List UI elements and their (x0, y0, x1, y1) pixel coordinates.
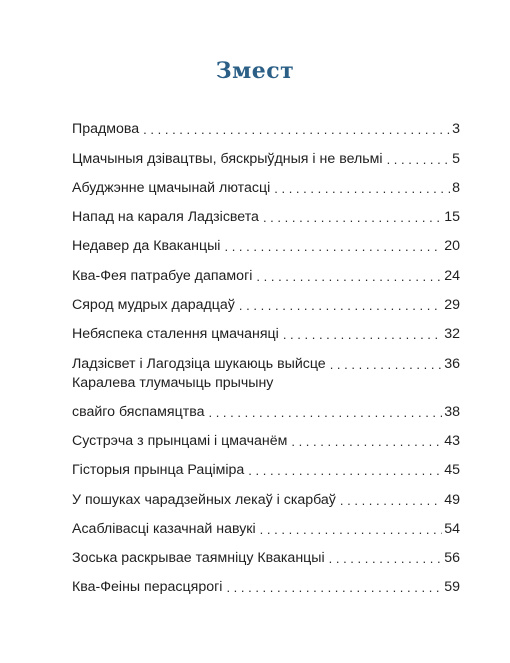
dot-leader (283, 325, 442, 344)
page-title: Змест (215, 58, 295, 84)
toc-entry[interactable] (72, 110, 460, 139)
toc-entry-page: 3 (452, 121, 460, 138)
dot-leader (260, 520, 443, 539)
toc-entry-title: Прадмова (72, 121, 140, 138)
toc-entry-title: Зоська раскрывае таямніцу Кваканцыі (72, 550, 325, 567)
toc-entry-page: 45 (444, 462, 460, 479)
toc-entry-page: 15 (444, 209, 460, 226)
toc-entry-page: 54 (444, 520, 460, 537)
toc-entry[interactable] (72, 539, 460, 568)
toc-entry-title: Небяспека сталення цмачаняці (72, 326, 279, 343)
toc-entry[interactable] (72, 568, 460, 597)
toc-entry-title: Сярод мудрых дарадцаў (72, 297, 235, 314)
toc-entry[interactable] (72, 227, 460, 256)
toc-entry[interactable] (72, 256, 460, 285)
toc-entry-page: 59 (444, 579, 460, 596)
dot-leader (263, 208, 442, 227)
toc-entry-title-line1: Каралева тлумачыць прычыну (72, 374, 274, 391)
toc-entry-page: 29 (444, 297, 460, 314)
toc-entry[interactable] (72, 451, 460, 480)
toc-entry[interactable] (72, 169, 460, 198)
dot-leader (224, 237, 442, 256)
toc-entry-title: Ладзісвет і Лагодзіца шукаюць выйсце (72, 355, 326, 372)
toc-entry-title: Гісторыя прынца Раціміра (72, 462, 245, 479)
toc-entry-page: 36 (444, 355, 460, 372)
dot-leader (330, 355, 443, 374)
toc-entry-page: 38 (444, 403, 460, 420)
toc-entry[interactable] (72, 374, 460, 422)
dot-leader (256, 267, 442, 286)
toc-entry-title: Цмачыныя дзівацтвы, бяскрыўдныя і не вельмі (72, 150, 383, 167)
toc-entry[interactable] (72, 510, 460, 539)
toc-entry-title: У пошуках чарадзейных лекаў і скарбаў (72, 491, 336, 508)
dot-leader (274, 179, 450, 198)
toc-entry-title: Абуджэнне цмачынай лютасці (72, 179, 271, 196)
toc-entry-page: 24 (444, 267, 460, 284)
dot-leader (208, 403, 442, 422)
toc-entry-title-line2: свайго бяспамяцтва (72, 403, 205, 420)
toc-entry[interactable] (72, 480, 460, 509)
toc-entry[interactable] (72, 315, 460, 344)
toc-entry[interactable] (72, 422, 460, 451)
toc-entry-title: Недавер да Кваканцыі (72, 238, 221, 255)
toc-entry-title: Асаблівасці казачнай навукі (72, 520, 256, 537)
toc-entry-title: Ква-Феіны перасцярогі (72, 579, 223, 596)
toc-entry-page: 20 (444, 238, 460, 255)
toc-entry[interactable] (72, 139, 460, 168)
dot-leader (239, 296, 442, 315)
dot-leader (143, 120, 450, 139)
toc-entry[interactable] (72, 198, 460, 227)
dot-leader (329, 549, 443, 568)
toc-entry-page: 32 (444, 326, 460, 343)
dot-leader (387, 150, 451, 169)
toc-entry-page: 56 (444, 550, 460, 567)
toc-entry-page: 8 (452, 179, 460, 196)
dot-leader (291, 432, 442, 451)
toc-entry-page: 49 (444, 491, 460, 508)
dot-leader (340, 491, 442, 510)
toc-entry-title: Сустрэча з прынцамі і цмачанём (72, 432, 288, 449)
toc-entry[interactable] (72, 344, 460, 373)
toc-entry[interactable] (72, 286, 460, 315)
table-of-contents (72, 110, 460, 597)
toc-entry-title: Напад на караля Ладзісвета (72, 209, 259, 226)
dot-leader (248, 461, 442, 480)
toc-entry-title: Ква-Фея патрабуе дапамогі (72, 267, 253, 284)
dot-leader (226, 578, 442, 597)
toc-entry-page: 5 (452, 150, 460, 167)
toc-entry-page: 43 (444, 432, 460, 449)
